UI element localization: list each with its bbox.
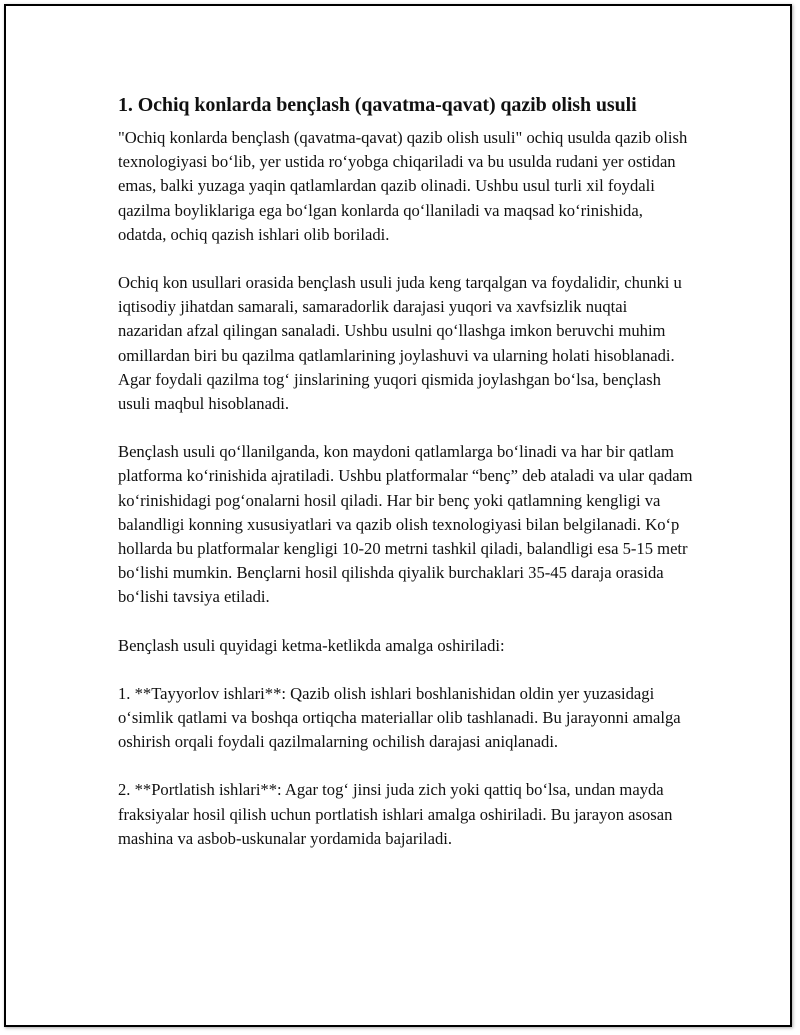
list-item-preparation: 1. **Tayyorlov ishlari**: Qazib olish ishlari boshlanishidan oldin yer yuzasidagi o‘simlik qatlami va boshqa ortiqcha materiallar olib tashlanadi. Bu jarayonni amalga oshirish orqali foydali qazilmalarning ochilish darajasi aniqlanadi. xyxy=(118,683,681,752)
paragraph-intro: "Ochiq konlarda benҫlash (qavatma-qavat) qazib olish usuli" ochiq usulda qazib olish texnologiyasi bo‘lib, yer ustida ro‘yobga chiqariladi va bu usulda rudani yer ostidan emas, balki yuzaga yaqin qatlamlardan qazib olinadi. Ushbu usul turli xil foydali qazilma boyliklariga ega bo‘lgan konlarda qo‘llaniladi va maqsad ko‘rinishida, odatda, ochiq qazish ishlari olib boriladi. xyxy=(118,128,688,244)
paragraph-sequence-intro: Benҫlash usuli quyidagi ketma-ketlikda amalga oshiriladi: xyxy=(118,635,505,655)
document-body xyxy=(118,92,693,851)
section-heading: 1. Ochiq konlarda benҫlash (qavatma-qavat) qazib olish usuli xyxy=(118,94,637,116)
paragraph-bench-description: Benҫlash usuli qo‘llanilganda, kon maydoni qatlamlarga bo‘linadi va har bir qatlam platforma ko‘rinishida ajratiladi. Ushbu platformalar “benҫ” deb ataladi va ular qadam ko‘rinishidagi pog‘onalarni hosil qiladi. Har bir benҫ yoki qatlamning kengligi va balandligi konning xususiyatlari va qazib olish texnologiyasi bilan belgilanadi. Ko‘p hollarda bu platformalar kengligi 10-20 metrni tashkil qiladi, balandligi esa 5-15 metr bo‘lishi mumkin. Benҫlarni hosil qilishda qiyalik burchaklari 35-45 daraja orasida bo‘lishi tavsiya etiladi. xyxy=(118,442,693,607)
list-item-blasting: 2. **Portlatish ishlari**: Agar tog‘ jinsi juda zich yoki qattiq bo‘lsa, undan mayda fraksiyalar hosil qilish uchun portlatish ishlari amalga oshiriladi. Bu jarayon asosan mashina va asbob-uskunalar yordamida bajariladi. xyxy=(118,780,673,848)
paragraph-advantages: Ochiq kon usullari orasida benҫlash usuli juda keng tarqalgan va foydalidir, chunki u iqtisodiy jihatdan samarali, samaradorlik darajasi yuqori va xavfsizlik nuqtai nazaridan afzal qilingan sanaladi. Ushbu usulni qo‘llashga imkon beruvchi muhim omillardan biri bu qazilma qatlamlarining joylashuvi va ularning holati hisoblanadi. Agar foydali qazilma tog‘ jinslarining yuqori qismida joylashgan bo‘lsa, benҫlash usuli maqbul hisoblanadi. xyxy=(118,273,682,414)
